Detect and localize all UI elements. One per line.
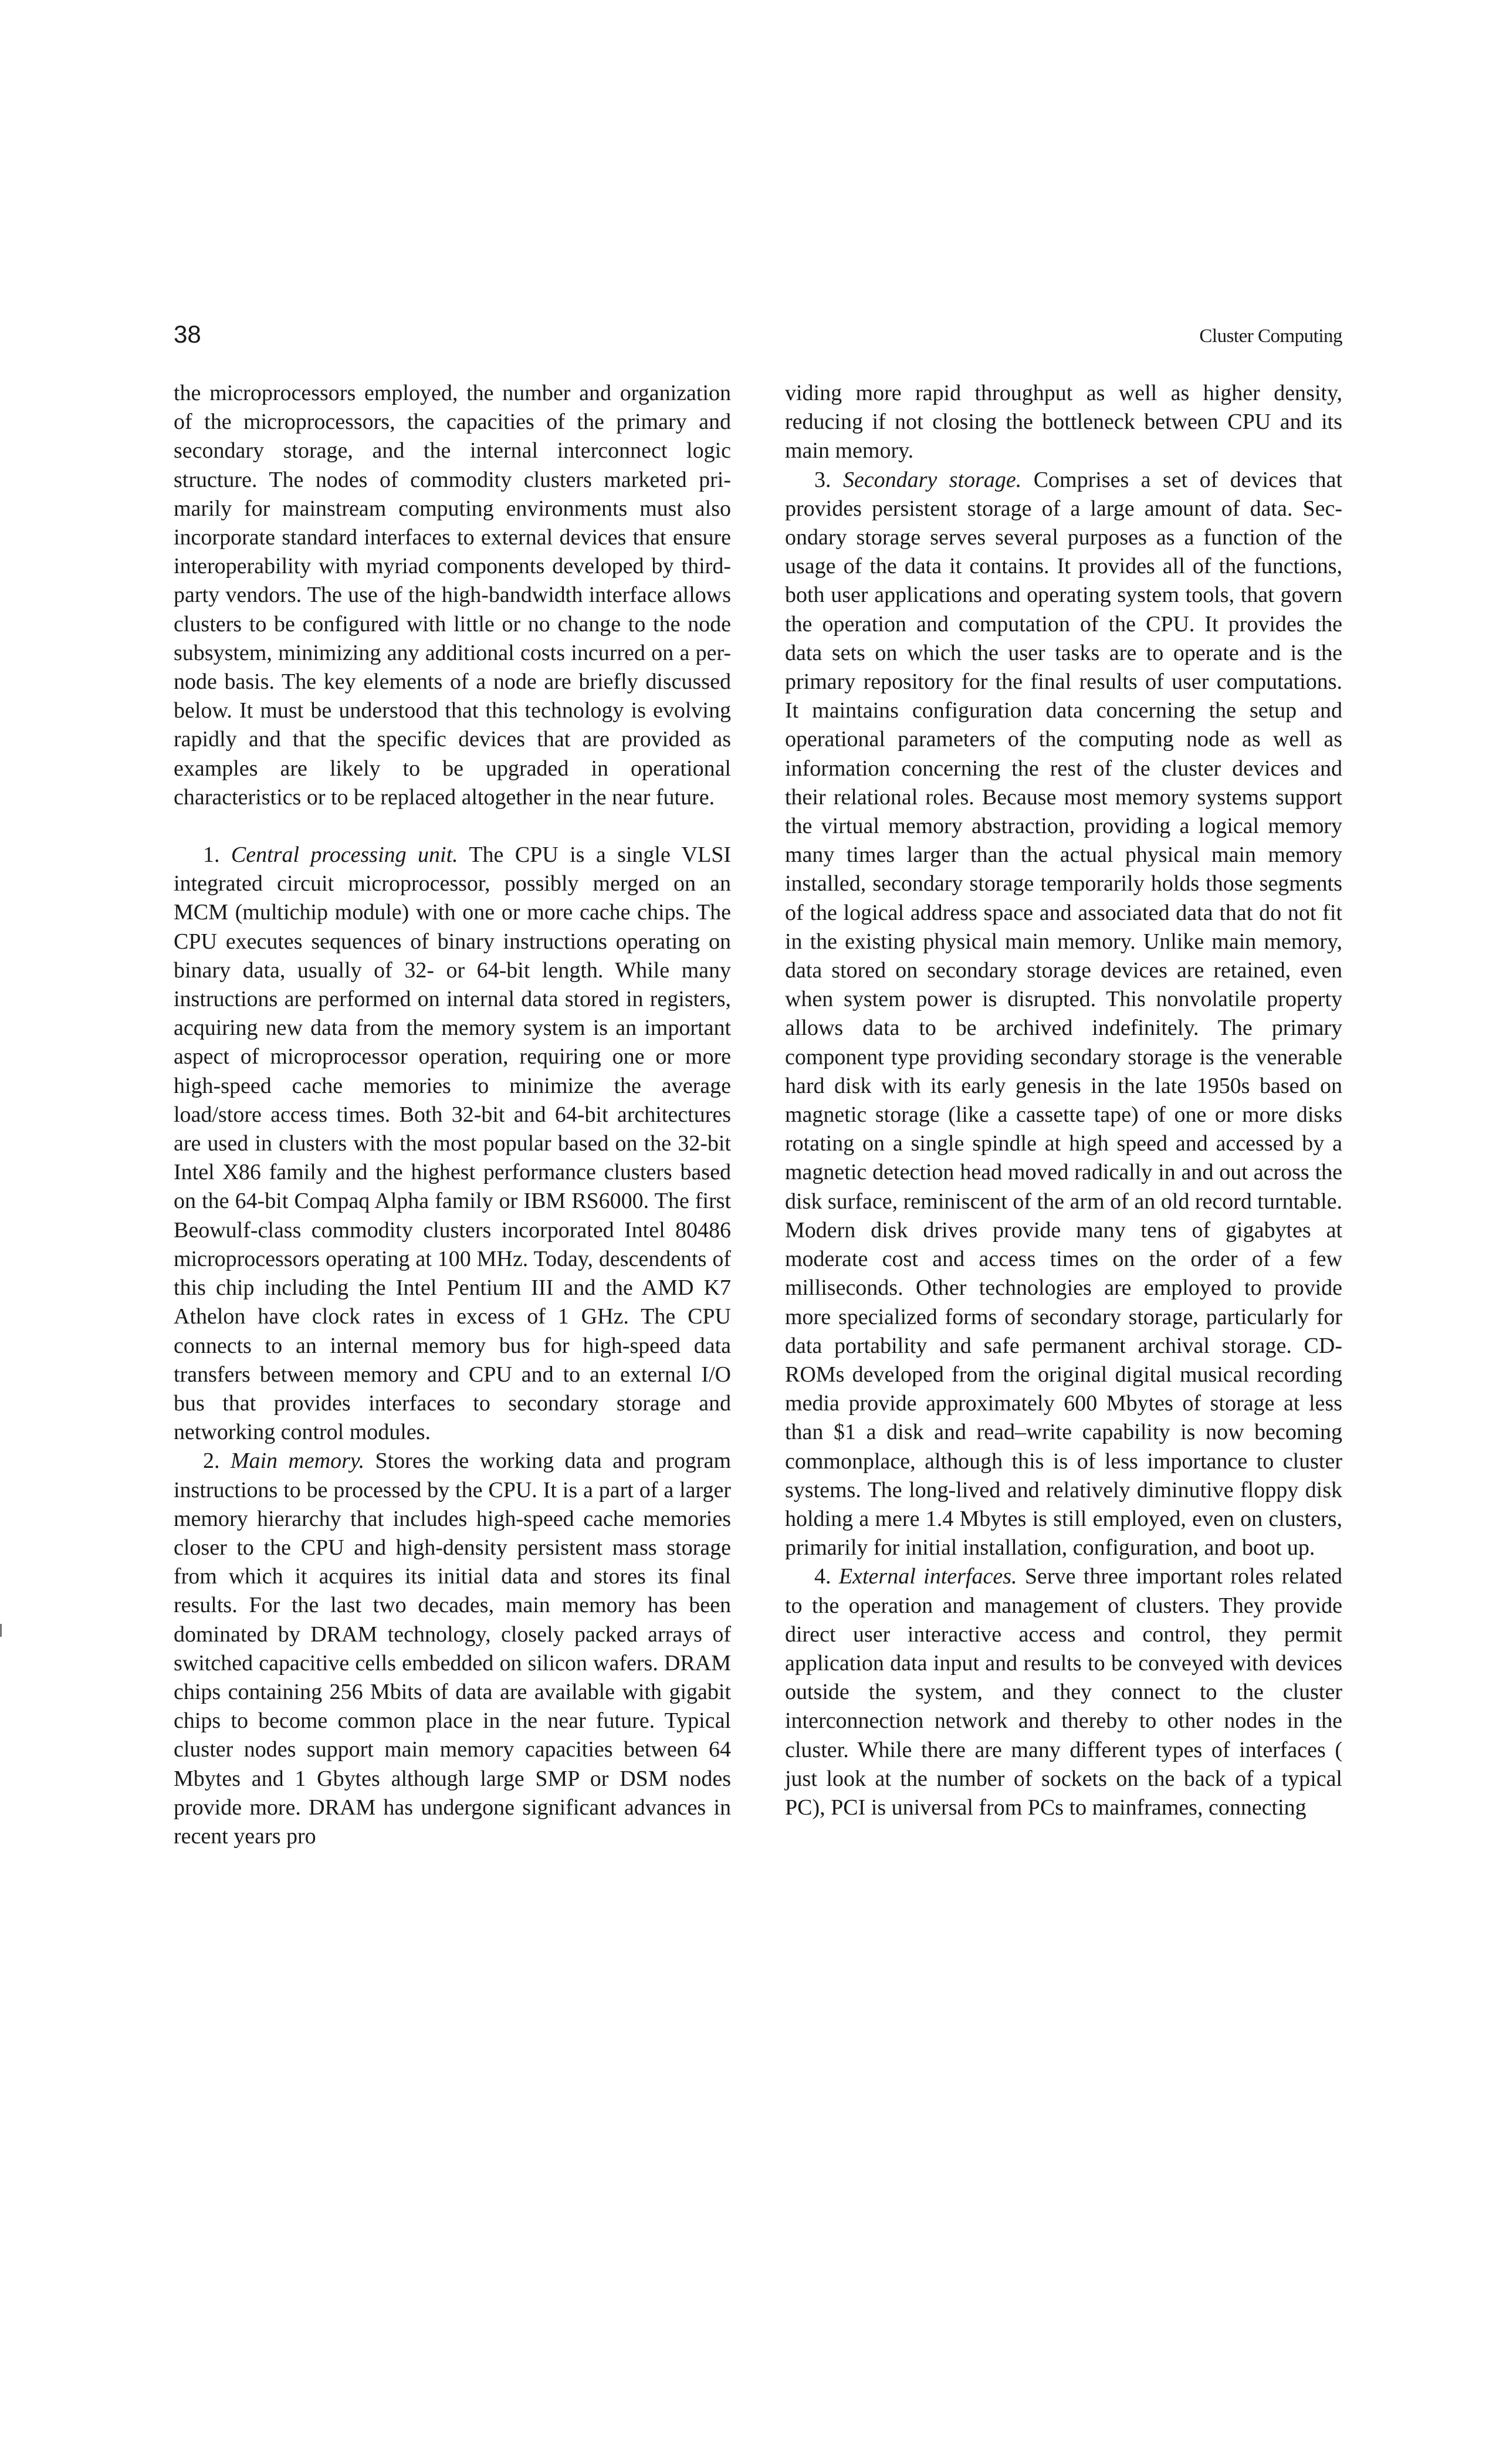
item-number: 3. xyxy=(814,467,831,492)
item-heading: External interfaces. xyxy=(838,1564,1017,1589)
item-body: The CPU is a single VLSI integrated circuit microprocessor, possibly merged on an MCM (multichip module) with one or more cache chips. The CPU executes sequences of binary instructions operating on binary data, usually of 32- or 64-bit length. While many instructions are performed on internal data stored in registers, acquiring new data from the memory system is an important aspect of microprocessor operation, requiring one or more high-speed cache memories to minimize the average load/store access times. Both 32-bit and 64-bit architectures are used in clusters with the most popular based on the 32-bit Intel X86 family and the highest performance clusters based on the 64-bit Compaq Alpha family or IBM RS6000. The first Beowulf-class commodity clusters incorporated Intel 80486 microprocessors operating at 100 MHz. Today, descendents of this chip including the Intel Pentium III and the AMD K7 Athelon have clock rates in excess of 1 GHz. The CPU connects to an internal memory bus for high-speed data transfers between memory and CPU and to an external I/O bus that provides interfaces to secondary storage and networking control modules. xyxy=(174,842,731,1445)
list-item-external-interfaces xyxy=(785,1562,1342,1822)
continuation-paragraph: viding more rapid throughput as well as higher density, reducing if not closing the bottleneck between CPU and its main memory. xyxy=(785,381,1342,463)
item-body: Comprises a set of devices that provides persistent storage of a large amount of data. Secondary storage serves several purposes as a function of the usage of the data it contains. It provides all of the functions, both user applications and operating system tools, that govern the operation and computation of the CPU. It provides the data sets on which the user tasks are to operate and is the primary repository for the final results of user computations. It maintains configuration data concerning the setup and operational parameters of the computing node as well as information concerning the rest of the cluster devices and their relational roles. Because most memory systems support the virtual memory abstraction, providing a logical memory many times larger than the actual physical main memory installed, secondary storage temporarily holds those segments of the logical address space and associated data that do not fit in the existing physical main memory. Unlike main memory, data stored on secondary storage devices are retained, even when system power is disrupted. This nonvolatile property allows data to be archived indefinitely. The primary component type providing secondary storage is the venerable hard disk with its early genesis in the late 1950s based on magnetic storage (like a cassette tape) of one or more disks rotating on a single spindle at high speed and accessed by a magnetic detection head moved radically in and out across the disk surface, reminiscent of the arm of an old record turntable. Modern disk drives provide many tens of gigabytes at moderate cost and access times on the order of a few milliseconds. Other technologies are employed to provide more specialized forms of secondary storage, particularly for data portability and safe permanent archival storage. CD-ROMs developed from the original digital musical recording media provide approximately 600 Mbytes of storage at less than $1 a disk and read–write capability is now becoming commonplace, although this is of less importance to cluster systems. The long-lived and relatively diminutive floppy disk holding a mere 1.4 Mbytes is still employed, even on clusters, primarily for initial installation, configuration, and boot up. xyxy=(785,467,1343,1561)
item-body: Serve three important roles related to the operation and management of clusters. They provide direct user interactive access and control, they permit application data input and results to be conveyed with devices outside the system, and they connect to the cluster interconnection network and thereby to other nodes in the cluster. While there are many different types of interfaces ( just look at the number of sockets on the back of a typical PC), PCI is universal from PCs to mainframes, connecting xyxy=(785,1564,1342,1820)
item-heading: Central processing unit. xyxy=(231,842,458,868)
list-item-main-memory xyxy=(174,1447,731,1851)
left-column xyxy=(174,379,731,1851)
item-heading: Secondary storage. xyxy=(842,467,1022,492)
scan-edge-mark xyxy=(0,1624,2,1637)
item-body: Stores the working data and program instructions to be processed by the CPU. It is a part of a larger memory hierarchy that includes high-speed cache memories closer to the CPU and high-density persistent mass storage from which it acquires its initial data and stores its final results. For the last two decades, main memory has been dominated by DRAM technology, closely packed arrays of switched capacitive cells embedded on silicon wafers. DRAM chips containing 256 Mbits of data are available with gigabit chips to become common place in the near future. Typical cluster nodes support main memory capacities between 64 Mbytes and 1 Gbytes although large SMP or DSM nodes provide more. DRAM has undergone significant advances in recent years pro xyxy=(174,1448,731,1849)
list-item-cpu xyxy=(174,841,731,1447)
item-heading: Main memory. xyxy=(230,1448,365,1474)
page-number: 38 xyxy=(174,320,201,348)
intro-paragraph: the microprocessors employed, the number and organization of the microprocessors, the capacities of the primary and secondary storage, and the internal interconnect logic structure. The nodes of commodity clusters marketed primarily for mainstream computing environments must also incorporate standard interfaces to external devices that ensure interoperability with myriad components developed by third-party vendors. The use of the high-bandwidth interface allows clusters to be configured with little or no change to the node subsystem, minimizing any additional costs incurred on a per-node basis. The key elements of a node are briefly discussed below. It must be understood that this technology is evolving rapidly and that the specific devices that are provided as examples are likely to be upgraded in operational characteristics or to be replaced altogether in the near future. xyxy=(174,381,731,810)
list-item-secondary-storage xyxy=(785,466,1342,1563)
item-number: 1. xyxy=(203,842,220,868)
right-column xyxy=(785,379,1342,1822)
item-number: 4. xyxy=(814,1564,831,1589)
running-title: Cluster Computing xyxy=(1199,326,1342,347)
item-number: 2. xyxy=(203,1448,220,1474)
